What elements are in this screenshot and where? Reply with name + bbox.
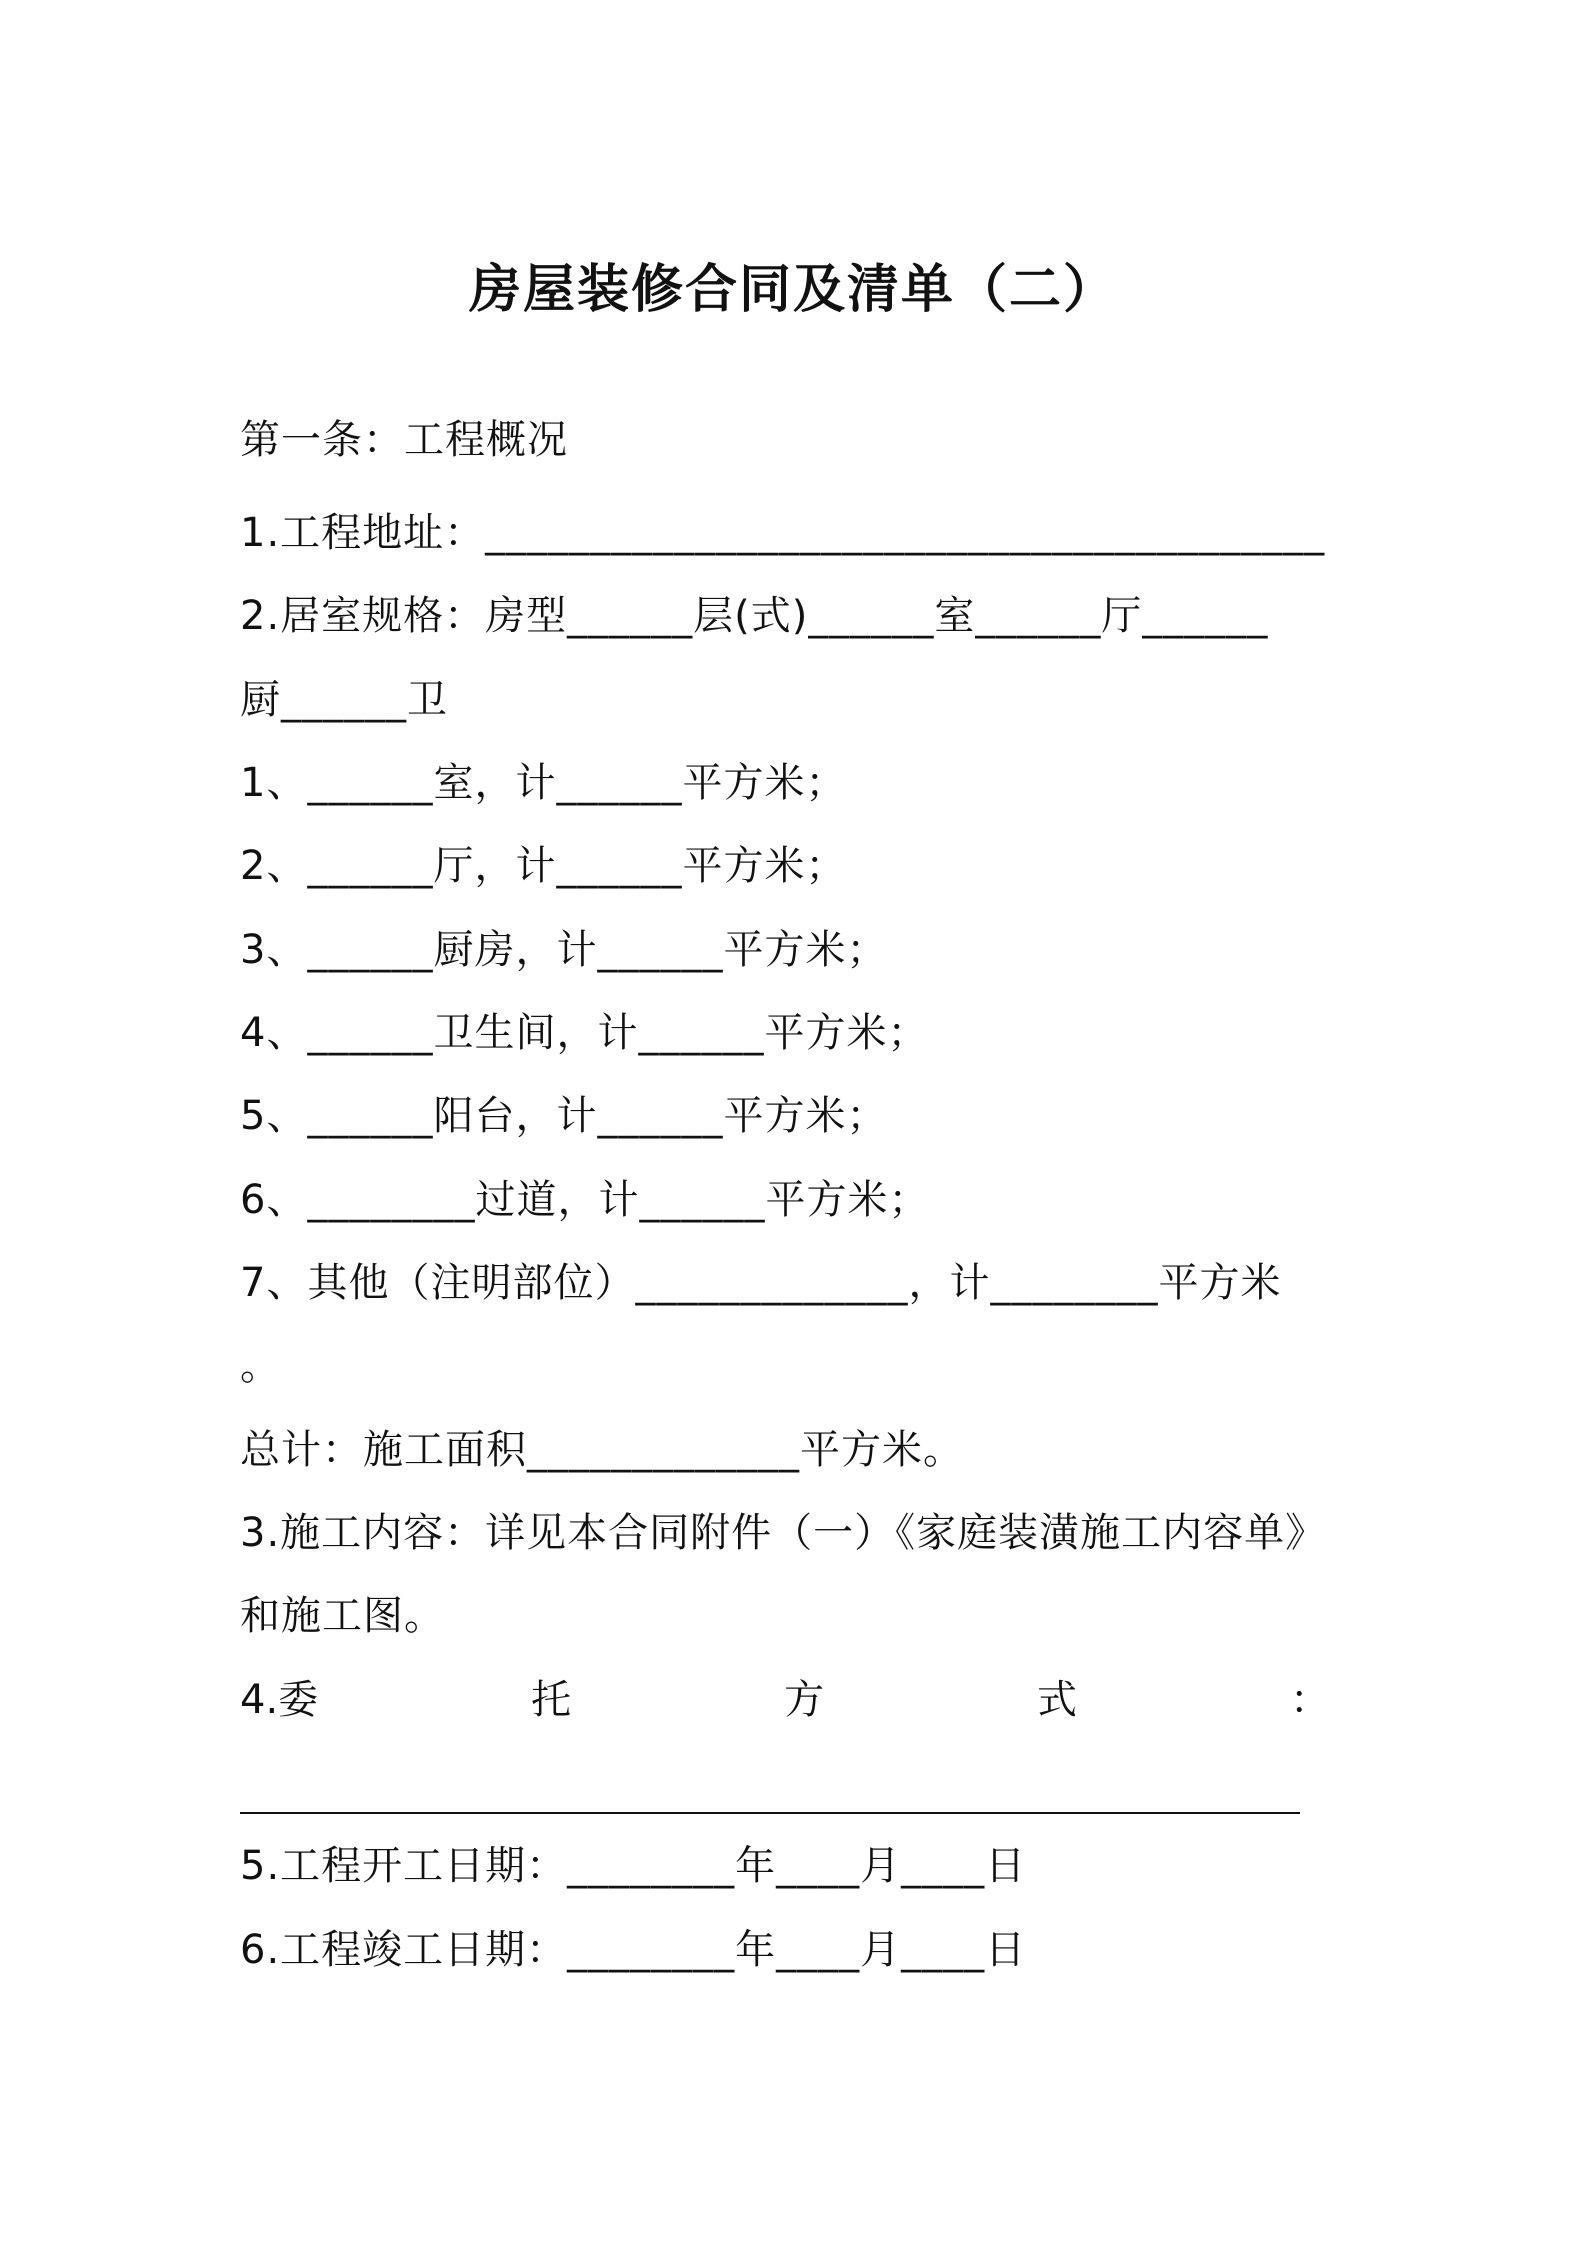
- delegation-part-3: 方: [784, 1677, 825, 1723]
- area-item-3: 3、______厨房，计______平方米；: [240, 927, 888, 973]
- construction-content-line-cont: 和施工图。: [240, 1593, 445, 1639]
- area-item-6: 6、________过道，计______平方米；: [240, 1177, 930, 1223]
- section-heading: 第一条：工程概况: [240, 417, 568, 463]
- delegation-part-2: 托: [531, 1677, 572, 1723]
- area-item-2: 2、______厅，计______平方米；: [240, 843, 847, 889]
- start-date-line: 5.工程开工日期：________年____月____日: [240, 1843, 1027, 1889]
- area-item-1: 1、______室，计______平方米；: [240, 760, 847, 806]
- room-spec-line-cont: 厨______卫: [240, 677, 448, 723]
- completion-date-line: 6.工程竣工日期：________年____月____日: [240, 1927, 1027, 1973]
- construction-content-line: 3.施工内容：详见本合同附件（一）《家庭装潢施工内容单》: [240, 1510, 1327, 1556]
- document-title: 房屋装修合同及清单（二）: [468, 260, 1117, 320]
- delegation-blank-rule: [240, 1812, 1300, 1814]
- area-item-7-cont: 。: [240, 1343, 281, 1389]
- room-spec-line: 2.居室规格：房型______层(式)______室______厅______: [240, 593, 1269, 639]
- total-area-line: 总计：施工面积_____________平方米。: [240, 1427, 964, 1473]
- project-address-line: 1.工程地址：________________________________________: [240, 510, 1326, 556]
- delegation-part-1: 4.委: [240, 1677, 319, 1723]
- delegation-part-5: ：: [1289, 1677, 1330, 1723]
- area-item-7: 7、其他（注明部位）_____________，计________平方米: [240, 1260, 1282, 1306]
- area-item-4: 4、______卫生间，计______平方米；: [240, 1010, 929, 1056]
- delegation-part-4: 式: [1037, 1677, 1078, 1723]
- delegation-method-line: [240, 1672, 1330, 1728]
- area-item-5: 5、______阳台，计______平方米；: [240, 1093, 888, 1139]
